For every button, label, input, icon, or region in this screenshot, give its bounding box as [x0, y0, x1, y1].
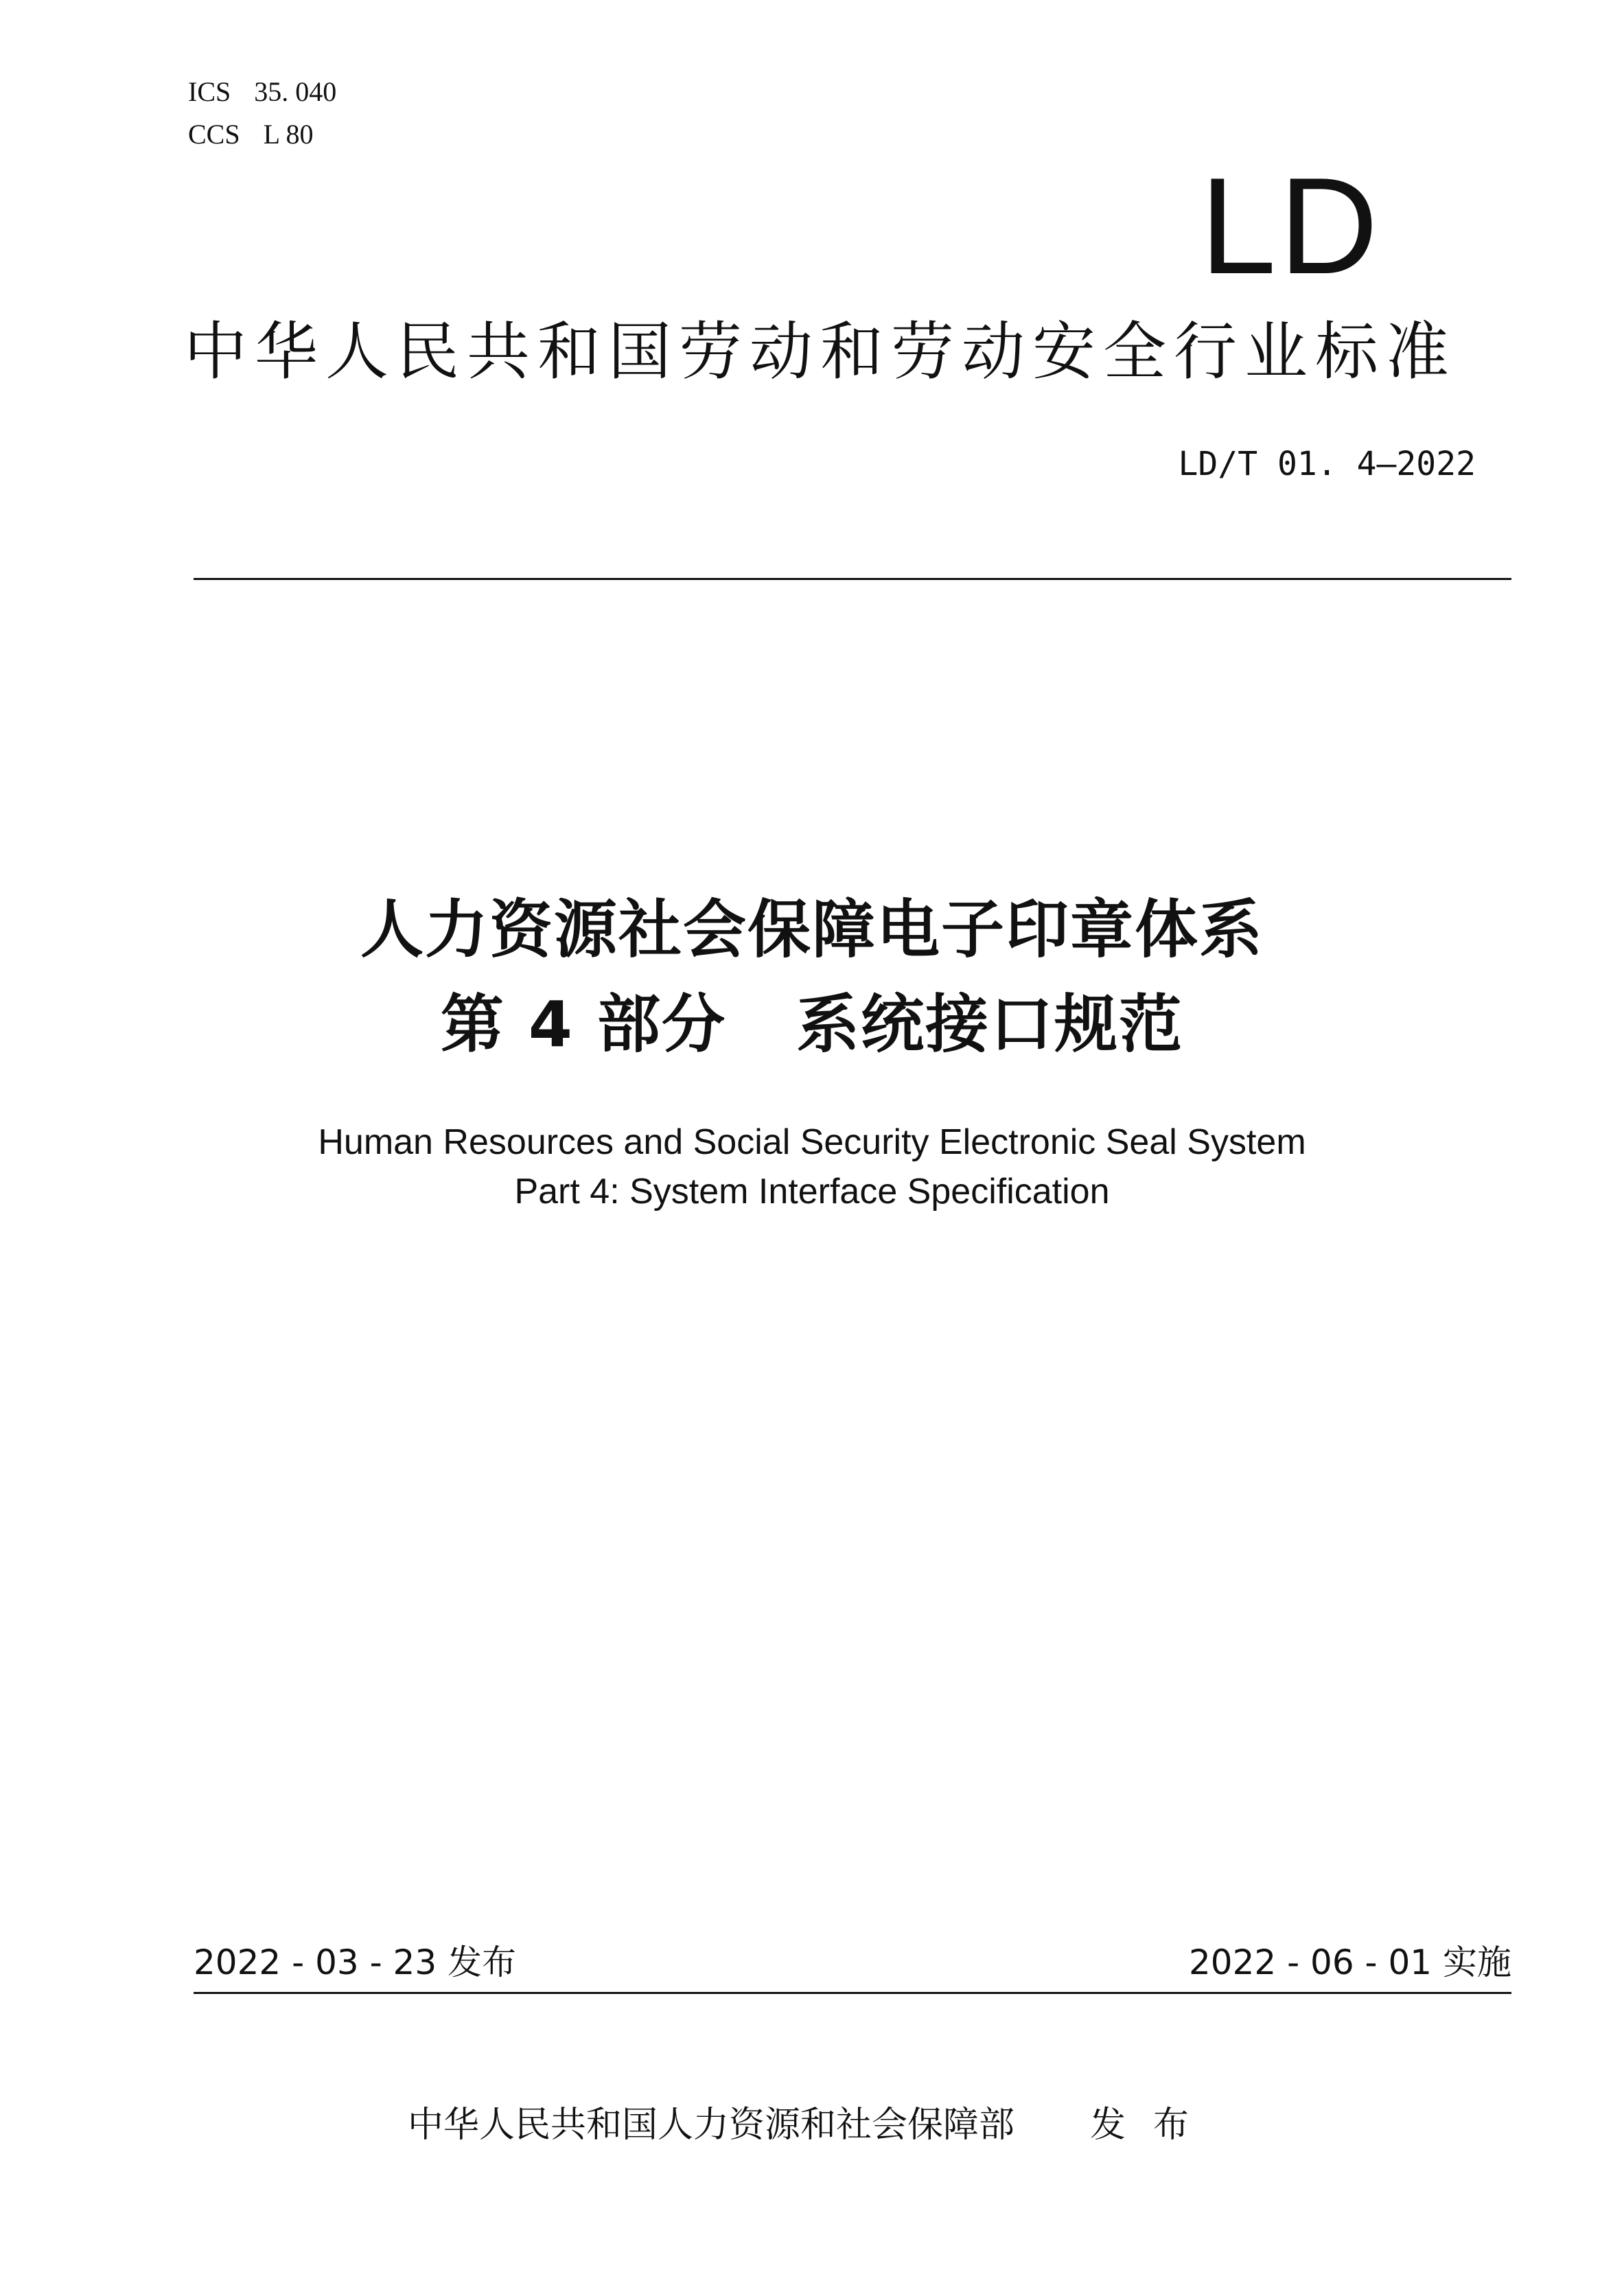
ccs-code — [188, 118, 314, 151]
bottom-divider — [194, 1992, 1511, 1994]
top-divider — [194, 578, 1511, 580]
title-english-line-2: Part 4: System Interface Specification — [514, 1172, 1110, 1211]
industry-standard-heading: 中华人民共和国劳动和劳动安全行业标准 — [183, 315, 1457, 389]
ics-value: 35. 040 — [254, 76, 337, 107]
ics-label: ICS — [188, 76, 231, 107]
ccs-label: CCS — [188, 119, 240, 150]
title-english-line-1: Human Resources and Social Security Electronic Seal System — [318, 1122, 1306, 1162]
ccs-value: L 80 — [263, 119, 314, 150]
publisher-action: 发布 — [1090, 2104, 1217, 2146]
ics-code — [188, 76, 336, 108]
publisher — [0, 2103, 1624, 2147]
implementation-date: 2022 - 06 - 01 实施 — [1188, 1943, 1511, 1982]
standard-number: LD/T 01. 4—2022 — [1178, 445, 1476, 483]
publisher-name: 中华人民共和国人力资源和社会保障部 — [407, 2104, 1014, 2146]
issue-date: 2022 - 03 - 23 发布 — [194, 1943, 517, 1982]
ld-logo: LD — [1200, 150, 1381, 303]
title-chinese-line-2: 第 4 部分 系统接口规范 — [440, 988, 1184, 1061]
title-chinese-line-1: 人力资源社会保障电子印章体系 — [360, 893, 1264, 966]
